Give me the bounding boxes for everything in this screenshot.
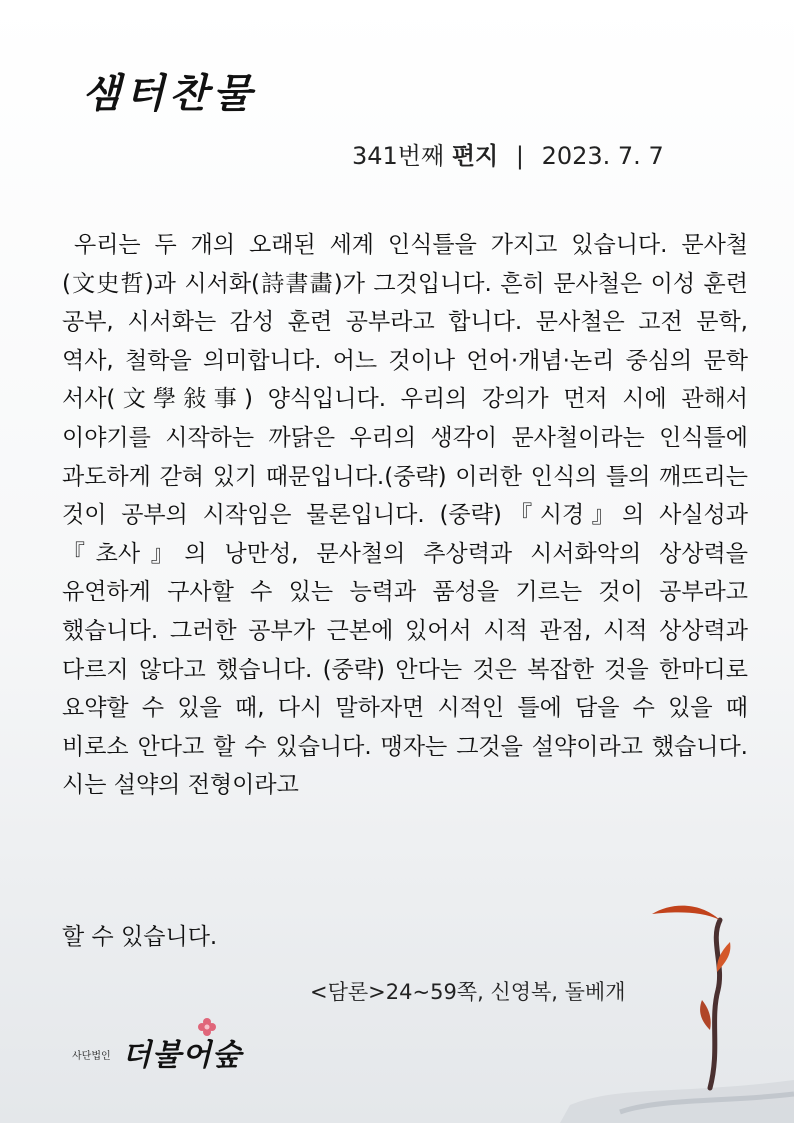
meta-separator: | xyxy=(515,142,524,170)
org-logo: 더불어숲 xyxy=(122,1038,242,1073)
letter-series-title: 샘터찬물 xyxy=(82,70,257,117)
letter-meta xyxy=(352,136,664,171)
letter-body: 우리는 두 개의 오래된 세계 인식틀을 가지고 있습니다. 문사철(文史哲)과 시서화(詩書畵)가 그것입니다. 흔히 문사철은 이성 훈련 공부, 시서화는 감성 훈련 공부라고 합니다. 문사철은 고전 문학, 역사, 철학을 의미합니다. 어느 것이나 언어·개념·논리 중심의 문학 서사(文學敍事) 양식입니다. 우리의 강의가 먼저 시에 관해서 이야기를 시작하는 까닭은 우리의 생각이 문사철이라는 인식틀에 과도하게 갇혀 있기 때문입니다.(중략) 이러한 인식의 틀의 깨뜨리는 것이 공부의 시작임은 물론입니다. (중략)『시경』의 사실성과『초사』의 낭만성, 문사철의 추상력과 시서화악의 상상력을 유연하게 구사할 수 있는 능력과 품성을 기르는 것이 공부라고 했습니다. 그러한 공부가 근본에 있어서 시적 관점, 시적 상상력과 다르지 않다고 했습니다. (중략) 안다는 것은 복잡한 것을 한마디로 요약할 수 있을 때, 다시 말하자면 시적인 틀에 담을 수 있을 때 비로소 안다고 할 수 있습니다. 맹자는 그것을 설약이라고 했습니다. 시는 설약의 전형이라고 xyxy=(62,232,748,799)
issue-number: 341번째 xyxy=(352,142,445,170)
letter-last-line: 할 수 있습니다. xyxy=(62,924,218,950)
plant-illustration xyxy=(560,880,794,1123)
issue-suffix: 편지 xyxy=(451,142,499,170)
org-label: 사단법인 xyxy=(72,1051,111,1062)
letter-date: 2023. 7. 7 xyxy=(541,142,664,170)
source-citation: <담론>24~59쪽, 신영복, 돌베개 xyxy=(310,980,626,1004)
flower-icon xyxy=(196,1016,218,1038)
